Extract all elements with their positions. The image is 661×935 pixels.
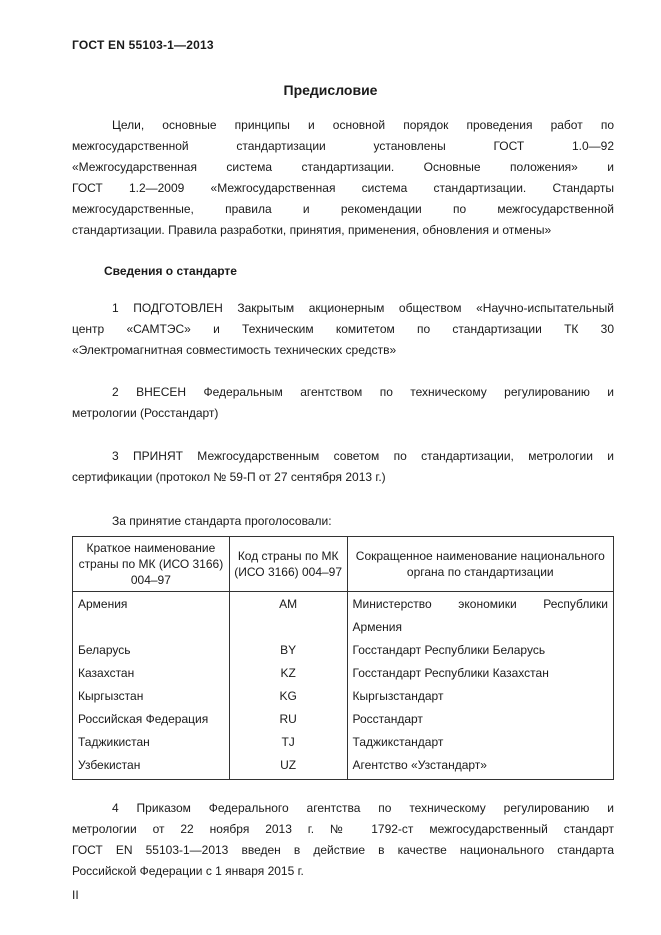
country-cell: Армения — [73, 592, 230, 640]
item-1-paragraph — [72, 298, 614, 361]
item-line: сертификации (протокол № 59-П от 27 сентября 2013 г.) — [72, 470, 386, 484]
table-row — [73, 592, 614, 640]
intro-line: «Межгосударственная система стандартизации. Основные положения» и — [72, 160, 614, 174]
table-row — [73, 685, 614, 708]
column-header-country: Краткое наименование страны по МК (ИСО 3166) 004–97 — [73, 537, 230, 592]
item-2-paragraph — [72, 382, 614, 424]
item-line: метрологии (Росстандарт) — [72, 406, 219, 420]
item-3-paragraph — [72, 446, 614, 488]
code-cell: RU — [229, 708, 347, 731]
org-cell-line: Министерство экономики Республики — [352, 597, 608, 611]
table-row — [73, 731, 614, 754]
intro-paragraph — [72, 115, 614, 241]
code-cell: TJ — [229, 731, 347, 754]
country-cell: Казахстан — [73, 662, 230, 685]
page-number: II — [72, 888, 79, 902]
vote-caption: За принятие стандарта проголосовали: — [112, 514, 332, 528]
item-line: центр «САМТЭС» и Техническим комитетом по стандартизации ТК 30 — [72, 322, 614, 336]
org-cell: Госстандарт Республики Беларусь — [347, 639, 613, 662]
item-4-paragraph — [72, 798, 614, 882]
intro-line: межгосударственные, правила и рекомендации по межгосударственной — [72, 202, 614, 216]
code-cell: BY — [229, 639, 347, 662]
code-cell: AM — [229, 592, 347, 640]
country-cell: Узбекистан — [73, 754, 230, 780]
item-line: Российской Федерации с 1 января 2015 г. — [72, 864, 304, 878]
org-cell: Госстандарт Республики Казахстан — [347, 662, 613, 685]
intro-line: межгосударственной стандартизации установлены ГОСТ 1.0—92 — [72, 139, 614, 153]
country-cell: Таджикистан — [73, 731, 230, 754]
item-line: метрологии от 22 ноября 2013 г. № 1792-ст межгосударственный стандарт — [72, 822, 614, 836]
section-heading: Сведения о стандарте — [104, 264, 237, 278]
table-header-row — [73, 537, 614, 592]
table-row — [73, 639, 614, 662]
item-line: 2 ВНЕСЕН Федеральным агентством по техническому регулированию и — [112, 385, 614, 399]
org-cell: Росстандарт — [347, 708, 613, 731]
country-cell: Российская Федерация — [73, 708, 230, 731]
intro-line: ГОСТ 1.2—2009 «Межгосударственная система стандартизации. Стандарты — [72, 181, 614, 195]
code-cell: KZ — [229, 662, 347, 685]
table-row — [73, 662, 614, 685]
org-cell — [347, 592, 613, 640]
org-cell: Агентство «Узстандарт» — [347, 754, 613, 780]
country-cell: Кыргызстан — [73, 685, 230, 708]
intro-line: Цели, основные принципы и основной порядок проведения работ по — [112, 118, 614, 132]
document-code-header: ГОСТ EN 55103-1—2013 — [72, 38, 214, 52]
item-line: 4 Приказом Федерального агентства по техническому регулированию и — [112, 801, 614, 815]
code-cell: UZ — [229, 754, 347, 780]
item-line: «Электромагнитная совместимость технических средств» — [72, 343, 397, 357]
page-title: Предисловие — [283, 82, 378, 98]
item-line: ГОСТ EN 55103-1—2013 введен в действие в качестве национального стандарта — [72, 843, 614, 857]
org-cell-line: Армения — [352, 620, 402, 634]
column-header-org: Сокращенное наименование национального органа по стандартизации — [347, 537, 613, 592]
voting-table — [72, 536, 614, 780]
table-row — [73, 708, 614, 731]
org-cell: Таджикстандарт — [347, 731, 613, 754]
column-header-code: Код страны по МК (ИСО 3166) 004–97 — [229, 537, 347, 592]
intro-line: стандартизации. Правила разработки, принятия, применения, обновления и отмены» — [72, 223, 552, 237]
code-cell: KG — [229, 685, 347, 708]
item-line: 3 ПРИНЯТ Межгосударственным советом по стандартизации, метрологии и — [112, 449, 614, 463]
item-line: 1 ПОДГОТОВЛЕН Закрытым акционерным обществом «Научно-испытательный — [112, 301, 614, 315]
org-cell: Кыргызстандарт — [347, 685, 613, 708]
table-row — [73, 754, 614, 780]
country-cell: Беларусь — [73, 639, 230, 662]
